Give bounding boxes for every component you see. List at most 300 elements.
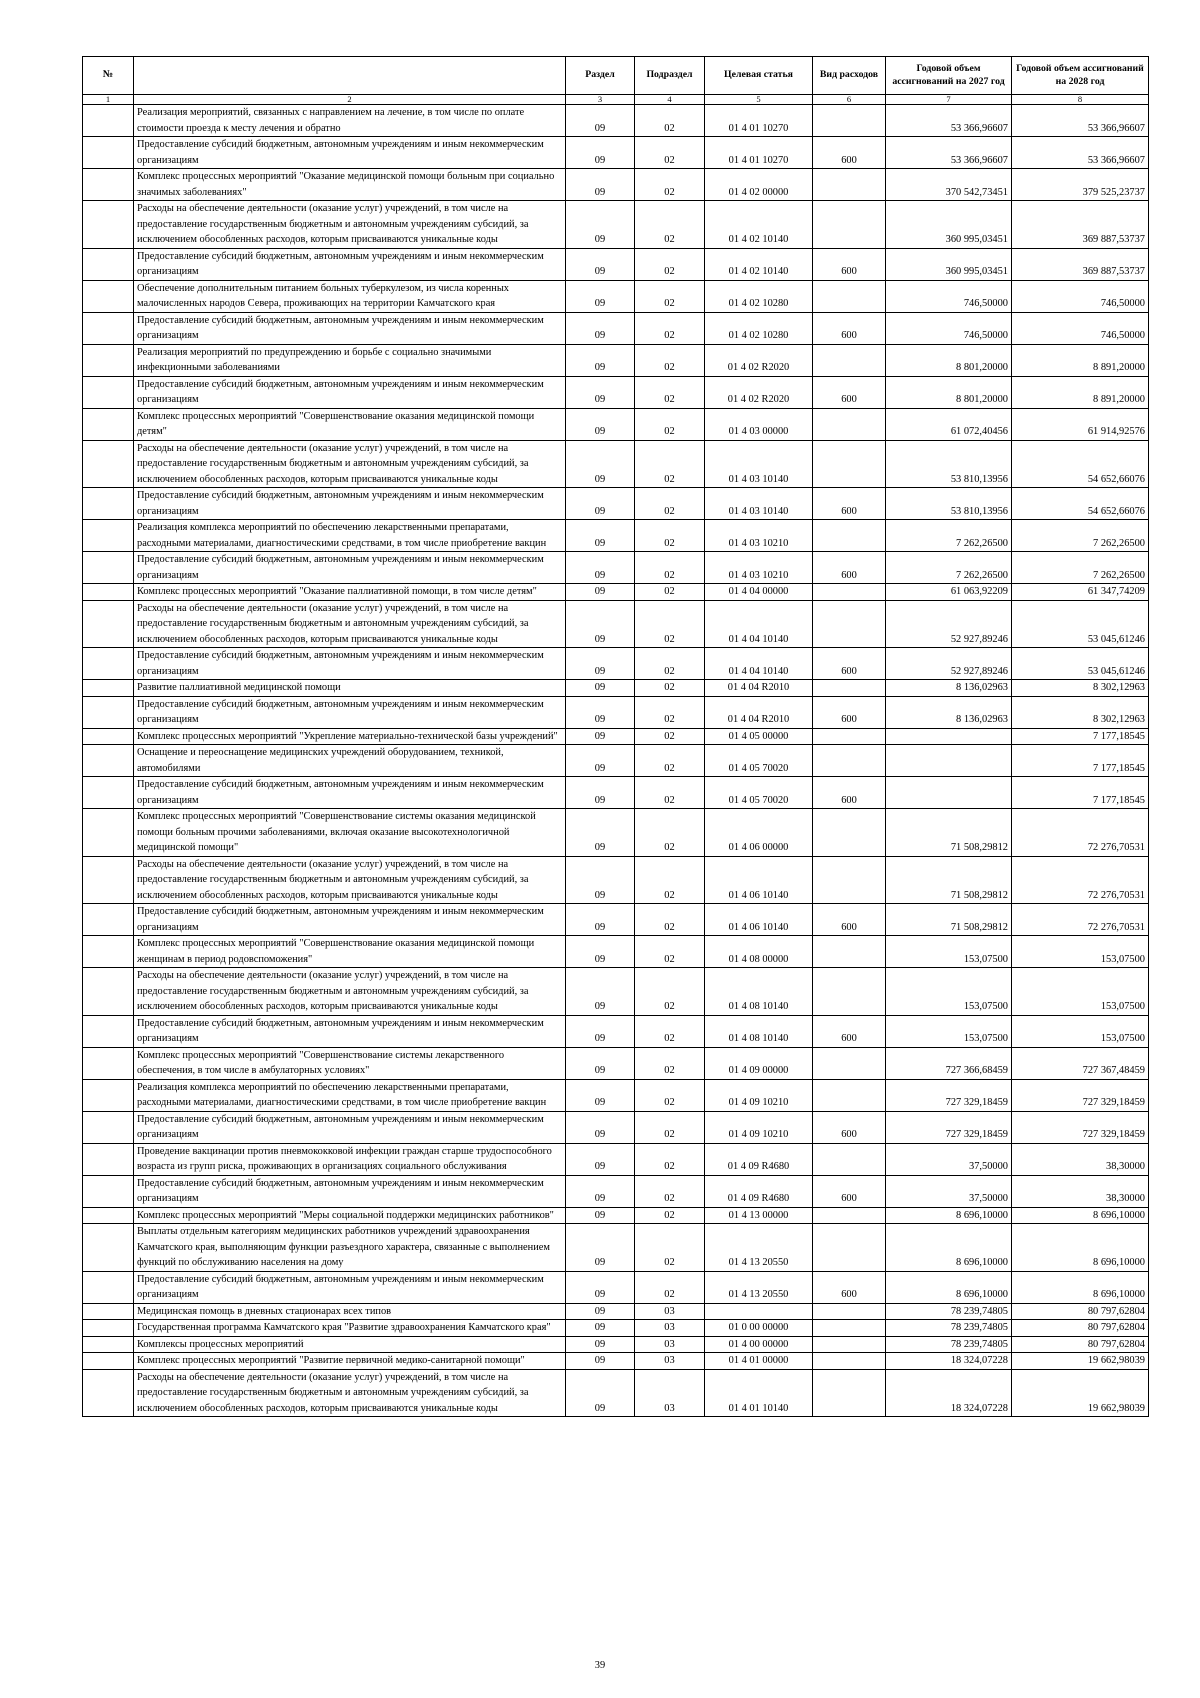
podrazdel-cell: 02 bbox=[635, 1111, 705, 1143]
item-name-cell: Комплекс процессных мероприятий "Совершенствование системы лекарственного обеспечения, в том числе в амбулаторных условиях" bbox=[134, 1047, 566, 1079]
item-name-cell: Расходы на обеспечение деятельности (оказание услуг) учреждений, в том числе на предоставление государственным бюджетным и автономным учреждениям субсидий, за исключением обособленных расходов, которым присваиваются уникальные коды bbox=[134, 968, 566, 1016]
row-number-cell bbox=[83, 520, 134, 552]
target-article-cell: 01 4 09 00000 bbox=[705, 1047, 813, 1079]
podrazdel-cell: 03 bbox=[635, 1303, 705, 1320]
item-name-cell: Расходы на обеспечение деятельности (оказание услуг) учреждений, в том числе на предоставление государственным бюджетным и автономным учреждениям субсидий, за исключением обособленных расходов, которым присваиваются уникальные коды bbox=[134, 856, 566, 904]
row-number-cell bbox=[83, 680, 134, 697]
expense-type-cell bbox=[813, 856, 886, 904]
amount-2027-cell: 746,50000 bbox=[886, 280, 1012, 312]
row-number-cell bbox=[83, 1224, 134, 1272]
podrazdel-cell: 02 bbox=[635, 344, 705, 376]
podrazdel-cell: 02 bbox=[635, 408, 705, 440]
target-article-cell: 01 4 03 10140 bbox=[705, 440, 813, 488]
amount-2027-cell: 53 810,13956 bbox=[886, 440, 1012, 488]
podrazdel-cell: 02 bbox=[635, 1271, 705, 1303]
table-row bbox=[83, 312, 1149, 344]
amount-2028-cell: 153,07500 bbox=[1012, 936, 1149, 968]
razdel-cell: 09 bbox=[566, 856, 635, 904]
table-row bbox=[83, 1079, 1149, 1111]
column-index-row bbox=[83, 95, 1149, 105]
expense-type-cell bbox=[813, 809, 886, 857]
expense-type-cell: 600 bbox=[813, 1111, 886, 1143]
amount-2028-cell: 369 887,53737 bbox=[1012, 201, 1149, 249]
target-article-cell: 01 4 03 10210 bbox=[705, 520, 813, 552]
target-article-cell: 01 4 03 10140 bbox=[705, 488, 813, 520]
razdel-cell: 09 bbox=[566, 680, 635, 697]
podrazdel-cell: 02 bbox=[635, 584, 705, 601]
row-number-cell bbox=[83, 1079, 134, 1111]
table-row bbox=[83, 777, 1149, 809]
expense-type-cell bbox=[813, 1369, 886, 1417]
table-row bbox=[83, 856, 1149, 904]
target-article-cell: 01 4 09 10210 bbox=[705, 1079, 813, 1111]
target-article-cell: 01 4 02 10280 bbox=[705, 312, 813, 344]
expense-type-cell bbox=[813, 105, 886, 137]
expense-type-cell bbox=[813, 1047, 886, 1079]
table-row bbox=[83, 408, 1149, 440]
table-row bbox=[83, 137, 1149, 169]
item-name-cell: Комплекс процессных мероприятий "Укрепление материально-технической базы учреждений" bbox=[134, 728, 566, 745]
expense-type-cell: 600 bbox=[813, 696, 886, 728]
target-article-cell: 01 4 02 R2020 bbox=[705, 344, 813, 376]
table-row bbox=[83, 680, 1149, 697]
razdel-cell: 09 bbox=[566, 600, 635, 648]
row-number-cell bbox=[83, 936, 134, 968]
amount-2027-cell: 71 508,29812 bbox=[886, 856, 1012, 904]
amount-2027-cell: 746,50000 bbox=[886, 312, 1012, 344]
amount-2027-cell: 18 324,07228 bbox=[886, 1369, 1012, 1417]
podrazdel-cell: 02 bbox=[635, 312, 705, 344]
amount-2027-cell: 153,07500 bbox=[886, 968, 1012, 1016]
row-number-cell bbox=[83, 600, 134, 648]
amount-2027-cell: 71 508,29812 bbox=[886, 904, 1012, 936]
row-number-cell bbox=[83, 1015, 134, 1047]
podrazdel-cell: 03 bbox=[635, 1336, 705, 1353]
expense-type-cell bbox=[813, 1303, 886, 1320]
row-number-cell bbox=[83, 696, 134, 728]
column-index: 7 bbox=[886, 95, 1012, 105]
table-row bbox=[83, 1143, 1149, 1175]
podrazdel-cell: 02 bbox=[635, 137, 705, 169]
razdel-cell: 09 bbox=[566, 696, 635, 728]
expense-type-cell bbox=[813, 520, 886, 552]
amount-2027-cell: 8 696,10000 bbox=[886, 1224, 1012, 1272]
amount-2027-cell: 370 542,73451 bbox=[886, 169, 1012, 201]
podrazdel-cell: 02 bbox=[635, 520, 705, 552]
table-row bbox=[83, 201, 1149, 249]
item-name-cell: Предоставление субсидий бюджетным, автономным учреждениям и иным некоммерческим организациям bbox=[134, 904, 566, 936]
target-article-cell: 01 4 06 00000 bbox=[705, 809, 813, 857]
podrazdel-cell: 03 bbox=[635, 1353, 705, 1370]
podrazdel-cell: 02 bbox=[635, 856, 705, 904]
item-name-cell: Комплекс процессных мероприятий "Совершенствование оказания медицинской помощи женщинам в период родовспоможения" bbox=[134, 936, 566, 968]
target-article-cell: 01 0 00 00000 bbox=[705, 1320, 813, 1337]
amount-2028-cell: 8 302,12963 bbox=[1012, 696, 1149, 728]
razdel-cell: 09 bbox=[566, 1320, 635, 1337]
target-article-cell: 01 4 04 10140 bbox=[705, 600, 813, 648]
razdel-cell: 09 bbox=[566, 280, 635, 312]
table-row bbox=[83, 488, 1149, 520]
target-article-cell: 01 4 04 00000 bbox=[705, 584, 813, 601]
amount-2027-cell: 61 072,40456 bbox=[886, 408, 1012, 440]
expense-type-cell bbox=[813, 344, 886, 376]
razdel-cell: 09 bbox=[566, 312, 635, 344]
table-row bbox=[83, 1111, 1149, 1143]
table-row bbox=[83, 936, 1149, 968]
target-article-cell: 01 4 13 20550 bbox=[705, 1224, 813, 1272]
amount-2027-cell bbox=[886, 745, 1012, 777]
razdel-cell: 09 bbox=[566, 440, 635, 488]
target-article-cell: 01 4 09 10210 bbox=[705, 1111, 813, 1143]
podrazdel-cell: 02 bbox=[635, 1224, 705, 1272]
target-article-cell: 01 4 06 10140 bbox=[705, 904, 813, 936]
amount-2027-cell: 37,50000 bbox=[886, 1175, 1012, 1207]
expense-type-cell bbox=[813, 584, 886, 601]
item-name-cell: Предоставление субсидий бюджетным, автономным учреждениям и иным некоммерческим организациям bbox=[134, 376, 566, 408]
table-row bbox=[83, 696, 1149, 728]
column-index: 8 bbox=[1012, 95, 1149, 105]
amount-2028-cell: 727 329,18459 bbox=[1012, 1111, 1149, 1143]
expense-type-cell: 600 bbox=[813, 904, 886, 936]
podrazdel-cell: 02 bbox=[635, 248, 705, 280]
row-number-cell bbox=[83, 584, 134, 601]
target-article-cell: 01 4 01 00000 bbox=[705, 1353, 813, 1370]
table-row bbox=[83, 728, 1149, 745]
podrazdel-cell: 02 bbox=[635, 280, 705, 312]
item-name-cell: Предоставление субсидий бюджетным, автономным учреждениям и иным некоммерческим организациям bbox=[134, 648, 566, 680]
amount-2027-cell: 153,07500 bbox=[886, 1015, 1012, 1047]
razdel-cell: 09 bbox=[566, 936, 635, 968]
table-row bbox=[83, 280, 1149, 312]
target-article-cell: 01 4 01 10140 bbox=[705, 1369, 813, 1417]
target-article-cell: 01 4 08 10140 bbox=[705, 968, 813, 1016]
row-number-cell bbox=[83, 440, 134, 488]
table-row bbox=[83, 1175, 1149, 1207]
expense-type-cell bbox=[813, 600, 886, 648]
razdel-cell: 09 bbox=[566, 169, 635, 201]
razdel-cell: 09 bbox=[566, 745, 635, 777]
amount-2027-cell: 53 810,13956 bbox=[886, 488, 1012, 520]
razdel-cell: 09 bbox=[566, 201, 635, 249]
expense-type-cell: 600 bbox=[813, 312, 886, 344]
table-row bbox=[83, 600, 1149, 648]
amount-2028-cell: 61 347,74209 bbox=[1012, 584, 1149, 601]
table-row bbox=[83, 552, 1149, 584]
podrazdel-cell: 03 bbox=[635, 1320, 705, 1337]
amount-2027-cell: 18 324,07228 bbox=[886, 1353, 1012, 1370]
amount-2027-cell: 8 801,20000 bbox=[886, 344, 1012, 376]
target-article-cell: 01 4 04 R2010 bbox=[705, 680, 813, 697]
item-name-cell: Предоставление субсидий бюджетным, автономным учреждениям и иным некоммерческим организациям bbox=[134, 552, 566, 584]
item-name-cell: Предоставление субсидий бюджетным, автономным учреждениям и иным некоммерческим организациям bbox=[134, 248, 566, 280]
podrazdel-cell: 02 bbox=[635, 600, 705, 648]
header-num: № bbox=[83, 57, 134, 95]
expense-type-cell bbox=[813, 1336, 886, 1353]
table-row bbox=[83, 745, 1149, 777]
budget-table bbox=[82, 56, 1149, 1417]
podrazdel-cell: 02 bbox=[635, 1015, 705, 1047]
razdel-cell: 09 bbox=[566, 1079, 635, 1111]
header-podrazdel: Подраздел bbox=[635, 57, 705, 95]
amount-2028-cell: 54 652,66076 bbox=[1012, 440, 1149, 488]
amount-2027-cell: 8 136,02963 bbox=[886, 696, 1012, 728]
row-number-cell bbox=[83, 1175, 134, 1207]
razdel-cell: 09 bbox=[566, 376, 635, 408]
target-article-cell: 01 4 04 R2010 bbox=[705, 696, 813, 728]
header-row bbox=[83, 57, 1149, 95]
row-number-cell bbox=[83, 1353, 134, 1370]
target-article-cell: 01 4 02 00000 bbox=[705, 169, 813, 201]
podrazdel-cell: 02 bbox=[635, 904, 705, 936]
amount-2027-cell: 153,07500 bbox=[886, 936, 1012, 968]
amount-2028-cell: 72 276,70531 bbox=[1012, 856, 1149, 904]
amount-2028-cell: 8 696,10000 bbox=[1012, 1271, 1149, 1303]
item-name-cell: Выплаты отдельным категориям медицинских работников учреждений здравоохранения Камчатского края, выполняющим функции разъездного характера, связанные с выполнением функций по обслуживанию населения на дому bbox=[134, 1224, 566, 1272]
item-name-cell: Предоставление субсидий бюджетным, автономным учреждениям и иным некоммерческим организациям bbox=[134, 1015, 566, 1047]
row-number-cell bbox=[83, 1143, 134, 1175]
amount-2028-cell: 379 525,23737 bbox=[1012, 169, 1149, 201]
podrazdel-cell: 02 bbox=[635, 440, 705, 488]
expense-type-cell bbox=[813, 169, 886, 201]
amount-2028-cell: 8 696,10000 bbox=[1012, 1224, 1149, 1272]
row-number-cell bbox=[83, 1320, 134, 1337]
row-number-cell bbox=[83, 968, 134, 1016]
expense-type-cell bbox=[813, 1207, 886, 1224]
expense-type-cell bbox=[813, 1353, 886, 1370]
razdel-cell: 09 bbox=[566, 488, 635, 520]
razdel-cell: 09 bbox=[566, 1047, 635, 1079]
target-article-cell: 01 4 05 70020 bbox=[705, 777, 813, 809]
razdel-cell: 09 bbox=[566, 809, 635, 857]
razdel-cell: 09 bbox=[566, 105, 635, 137]
amount-2028-cell: 53 045,61246 bbox=[1012, 600, 1149, 648]
razdel-cell: 09 bbox=[566, 1271, 635, 1303]
header-2027: Годовой объем ассигнований на 2027 год bbox=[886, 57, 1012, 95]
amount-2028-cell: 7 177,18545 bbox=[1012, 728, 1149, 745]
item-name-cell: Оснащение и переоснащение медицинских учреждений оборудованием, техникой, автомобилями bbox=[134, 745, 566, 777]
amount-2028-cell: 80 797,62804 bbox=[1012, 1336, 1149, 1353]
razdel-cell: 09 bbox=[566, 520, 635, 552]
expense-type-cell bbox=[813, 408, 886, 440]
column-index: 3 bbox=[566, 95, 635, 105]
table-row bbox=[83, 1303, 1149, 1320]
podrazdel-cell: 02 bbox=[635, 936, 705, 968]
expense-type-cell: 600 bbox=[813, 248, 886, 280]
podrazdel-cell: 02 bbox=[635, 376, 705, 408]
podrazdel-cell: 02 bbox=[635, 648, 705, 680]
amount-2027-cell: 37,50000 bbox=[886, 1143, 1012, 1175]
expense-type-cell: 600 bbox=[813, 648, 886, 680]
table-row bbox=[83, 1224, 1149, 1272]
item-name-cell: Реализация комплекса мероприятий по обеспечению лекарственными препаратами, расходными материалами, диагностическими средствами, в том числе приобретение вакцин bbox=[134, 1079, 566, 1111]
row-number-cell bbox=[83, 904, 134, 936]
item-name-cell: Медицинская помощь в дневных стационарах всех типов bbox=[134, 1303, 566, 1320]
expense-type-cell: 600 bbox=[813, 1175, 886, 1207]
expense-type-cell bbox=[813, 280, 886, 312]
amount-2028-cell: 72 276,70531 bbox=[1012, 809, 1149, 857]
page-number: 39 bbox=[594, 1660, 606, 1671]
target-article-cell: 01 4 02 10140 bbox=[705, 248, 813, 280]
table-row bbox=[83, 105, 1149, 137]
expense-type-cell: 600 bbox=[813, 777, 886, 809]
expense-type-cell: 600 bbox=[813, 137, 886, 169]
target-article-cell: 01 4 08 00000 bbox=[705, 936, 813, 968]
expense-type-cell bbox=[813, 1224, 886, 1272]
target-article-cell: 01 4 02 10140 bbox=[705, 201, 813, 249]
razdel-cell: 09 bbox=[566, 248, 635, 280]
podrazdel-cell: 02 bbox=[635, 1047, 705, 1079]
item-name-cell: Предоставление субсидий бюджетным, автономным учреждениям и иным некоммерческим организациям bbox=[134, 312, 566, 344]
item-name-cell: Комплекс процессных мероприятий "Совершенствование оказания медицинской помощи детям" bbox=[134, 408, 566, 440]
podrazdel-cell: 02 bbox=[635, 169, 705, 201]
item-name-cell: Комплекс процессных мероприятий "Оказание паллиативной помощи, в том числе детям" bbox=[134, 584, 566, 601]
header-razdel: Раздел bbox=[566, 57, 635, 95]
row-number-cell bbox=[83, 280, 134, 312]
razdel-cell: 09 bbox=[566, 344, 635, 376]
amount-2027-cell: 727 329,18459 bbox=[886, 1079, 1012, 1111]
target-article-cell: 01 4 06 10140 bbox=[705, 856, 813, 904]
razdel-cell: 09 bbox=[566, 1224, 635, 1272]
expense-type-cell: 600 bbox=[813, 1015, 886, 1047]
amount-2027-cell: 52 927,89246 bbox=[886, 600, 1012, 648]
amount-2028-cell: 80 797,62804 bbox=[1012, 1320, 1149, 1337]
amount-2028-cell: 53 366,96607 bbox=[1012, 137, 1149, 169]
header-name bbox=[134, 57, 566, 95]
row-number-cell bbox=[83, 1271, 134, 1303]
razdel-cell: 09 bbox=[566, 1015, 635, 1047]
podrazdel-cell: 02 bbox=[635, 552, 705, 584]
row-number-cell bbox=[83, 248, 134, 280]
podrazdel-cell: 02 bbox=[635, 105, 705, 137]
row-number-cell bbox=[83, 809, 134, 857]
razdel-cell: 09 bbox=[566, 1336, 635, 1353]
column-index: 5 bbox=[705, 95, 813, 105]
table-row bbox=[83, 1015, 1149, 1047]
amount-2027-cell: 78 239,74805 bbox=[886, 1320, 1012, 1337]
item-name-cell: Предоставление субсидий бюджетным, автономным учреждениям и иным некоммерческим организациям bbox=[134, 777, 566, 809]
amount-2028-cell: 727 329,18459 bbox=[1012, 1079, 1149, 1111]
column-index: 1 bbox=[83, 95, 134, 105]
item-name-cell: Предоставление субсидий бюджетным, автономным учреждениям и иным некоммерческим организациям bbox=[134, 696, 566, 728]
razdel-cell: 09 bbox=[566, 1143, 635, 1175]
razdel-cell: 09 bbox=[566, 1175, 635, 1207]
amount-2028-cell: 72 276,70531 bbox=[1012, 904, 1149, 936]
amount-2027-cell: 727 366,68459 bbox=[886, 1047, 1012, 1079]
amount-2028-cell: 727 367,48459 bbox=[1012, 1047, 1149, 1079]
expense-type-cell bbox=[813, 745, 886, 777]
amount-2028-cell: 7 177,18545 bbox=[1012, 745, 1149, 777]
row-number-cell bbox=[83, 1336, 134, 1353]
amount-2027-cell: 61 063,92209 bbox=[886, 584, 1012, 601]
row-number-cell bbox=[83, 552, 134, 584]
amount-2027-cell: 360 995,03451 bbox=[886, 201, 1012, 249]
expense-type-cell: 600 bbox=[813, 1271, 886, 1303]
podrazdel-cell: 02 bbox=[635, 1143, 705, 1175]
amount-2028-cell: 153,07500 bbox=[1012, 1015, 1149, 1047]
podrazdel-cell: 02 bbox=[635, 809, 705, 857]
table-row bbox=[83, 1047, 1149, 1079]
razdel-cell: 09 bbox=[566, 584, 635, 601]
header-2028: Годовой объем ассигнований на 2028 год bbox=[1012, 57, 1149, 95]
item-name-cell: Предоставление субсидий бюджетным, автономным учреждениям и иным некоммерческим организациям bbox=[134, 137, 566, 169]
header-expense-type: Вид расходов bbox=[813, 57, 886, 95]
amount-2028-cell: 19 662,98039 bbox=[1012, 1353, 1149, 1370]
item-name-cell: Предоставление субсидий бюджетным, автономным учреждениям и иным некоммерческим организациям bbox=[134, 1175, 566, 1207]
table-row bbox=[83, 1336, 1149, 1353]
target-article-cell bbox=[705, 1303, 813, 1320]
table-row bbox=[83, 1353, 1149, 1370]
row-number-cell bbox=[83, 1303, 134, 1320]
table-row bbox=[83, 904, 1149, 936]
podrazdel-cell: 02 bbox=[635, 1079, 705, 1111]
table-row bbox=[83, 520, 1149, 552]
target-article-cell: 01 4 05 70020 bbox=[705, 745, 813, 777]
item-name-cell: Комплексы процессных мероприятий bbox=[134, 1336, 566, 1353]
table-row bbox=[83, 344, 1149, 376]
item-name-cell: Проведение вакцинации против пневмококковой инфекции граждан старше трудоспособного возраста из групп риска, проживающих в организациях социального обслуживания bbox=[134, 1143, 566, 1175]
target-article-cell: 01 4 03 10210 bbox=[705, 552, 813, 584]
amount-2028-cell: 61 914,92576 bbox=[1012, 408, 1149, 440]
amount-2028-cell: 746,50000 bbox=[1012, 280, 1149, 312]
amount-2028-cell: 54 652,66076 bbox=[1012, 488, 1149, 520]
item-name-cell: Предоставление субсидий бюджетным, автономным учреждениям и иным некоммерческим организациям bbox=[134, 1111, 566, 1143]
razdel-cell: 09 bbox=[566, 408, 635, 440]
target-article-cell: 01 4 02 R2020 bbox=[705, 376, 813, 408]
target-article-cell: 01 4 00 00000 bbox=[705, 1336, 813, 1353]
amount-2028-cell: 7 262,26500 bbox=[1012, 552, 1149, 584]
target-article-cell: 01 4 08 10140 bbox=[705, 1015, 813, 1047]
expense-type-cell: 600 bbox=[813, 488, 886, 520]
header-target-article: Целевая статья bbox=[705, 57, 813, 95]
amount-2028-cell: 19 662,98039 bbox=[1012, 1369, 1149, 1417]
column-index: 4 bbox=[635, 95, 705, 105]
item-name-cell: Расходы на обеспечение деятельности (оказание услуг) учреждений, в том числе на предоставление государственным бюджетным и автономным учреждениям субсидий, за исключением обособленных расходов, которым присваиваются уникальные коды bbox=[134, 201, 566, 249]
table-row bbox=[83, 968, 1149, 1016]
row-number-cell bbox=[83, 856, 134, 904]
table-row bbox=[83, 809, 1149, 857]
row-number-cell bbox=[83, 137, 134, 169]
item-name-cell: Комплекс процессных мероприятий "Развитие первичной медико-санитарной помощи" bbox=[134, 1353, 566, 1370]
row-number-cell bbox=[83, 344, 134, 376]
podrazdel-cell: 02 bbox=[635, 745, 705, 777]
table-row bbox=[83, 584, 1149, 601]
row-number-cell bbox=[83, 1207, 134, 1224]
amount-2027-cell: 78 239,74805 bbox=[886, 1303, 1012, 1320]
column-index: 6 bbox=[813, 95, 886, 105]
row-number-cell bbox=[83, 648, 134, 680]
podrazdel-cell: 02 bbox=[635, 777, 705, 809]
expense-type-cell bbox=[813, 1143, 886, 1175]
item-name-cell: Предоставление субсидий бюджетным, автономным учреждениям и иным некоммерческим организациям bbox=[134, 488, 566, 520]
amount-2027-cell: 7 262,26500 bbox=[886, 552, 1012, 584]
target-article-cell: 01 4 13 00000 bbox=[705, 1207, 813, 1224]
podrazdel-cell: 02 bbox=[635, 488, 705, 520]
amount-2027-cell: 8 696,10000 bbox=[886, 1207, 1012, 1224]
expense-type-cell bbox=[813, 440, 886, 488]
amount-2028-cell: 369 887,53737 bbox=[1012, 248, 1149, 280]
item-name-cell: Реализация мероприятий по предупреждению и борьбе с социально значимыми инфекционными заболеваниями bbox=[134, 344, 566, 376]
row-number-cell bbox=[83, 777, 134, 809]
razdel-cell: 09 bbox=[566, 728, 635, 745]
item-name-cell: Реализация мероприятий, связанных с направлением на лечение, в том числе по оплате стоимости проезда к месту лечения и обратно bbox=[134, 105, 566, 137]
target-article-cell: 01 4 01 10270 bbox=[705, 137, 813, 169]
razdel-cell: 09 bbox=[566, 904, 635, 936]
razdel-cell: 09 bbox=[566, 968, 635, 1016]
item-name-cell: Реализация комплекса мероприятий по обеспечению лекарственными препаратами, расходными материалами, диагностическими средствами, в том числе приобретение вакцин bbox=[134, 520, 566, 552]
amount-2027-cell: 8 696,10000 bbox=[886, 1271, 1012, 1303]
row-number-cell bbox=[83, 105, 134, 137]
expense-type-cell bbox=[813, 1320, 886, 1337]
